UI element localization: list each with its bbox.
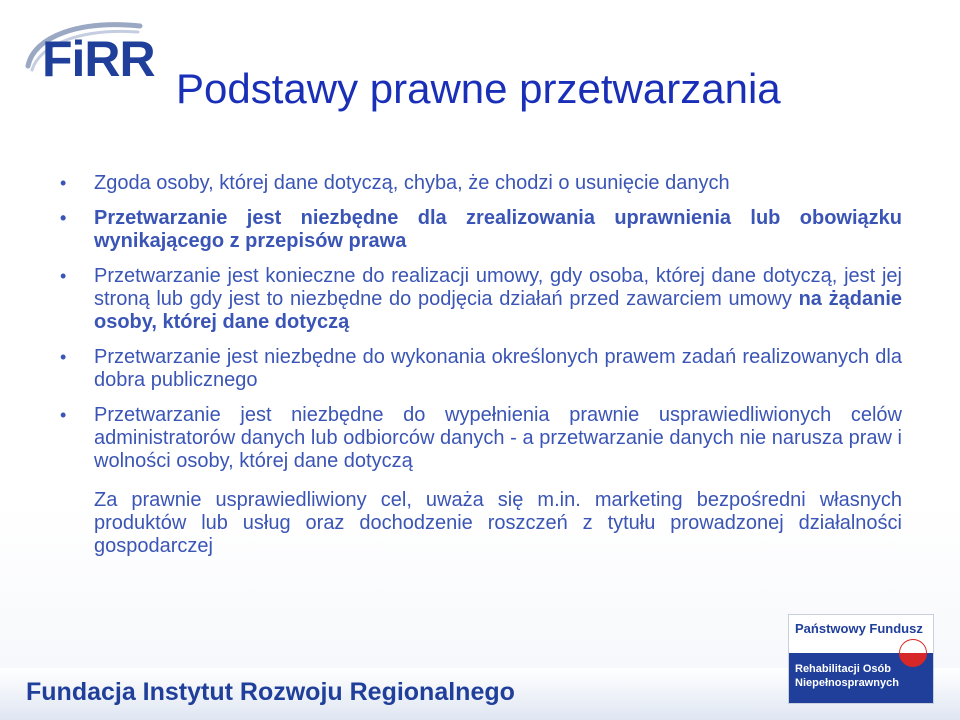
page-title: Podstawy prawne przetwarzania <box>176 65 781 112</box>
bullet-item-contract <box>60 265 902 334</box>
firr-logo <box>20 18 170 98</box>
bullet-list <box>60 172 902 473</box>
pfron-name <box>795 662 899 690</box>
bullet-dot-icon: • <box>60 347 67 367</box>
legitimate-purpose-paragraph: Za prawnie usprawiedliwiony cel, uważa się m.in. marketing bezpośredni własnych produktów lub usług oraz dochodzenie roszczeń z tytułu prowadzonej działalności gospodarczej <box>94 489 902 557</box>
footer-foundation-name: Fundacja Instytut Rozwoju Regionalnego <box>26 678 515 706</box>
bullet-text-bold: na żądanie osoby, której dane dotyczą <box>94 288 902 333</box>
firr-logo-text: FiRR <box>42 31 155 87</box>
bullet-text: Przetwarzanie jest niezbędne dla zrealizowania uprawnienia lub obowiązku wynikającego z przepisów prawa <box>94 207 902 252</box>
bullet-text: Przetwarzanie jest niezbędne do wykonania określonych prawem zadań realizowanych dla dobra publicznego <box>94 346 902 391</box>
pfron-logo <box>788 614 934 704</box>
pfron-emblem-icon <box>899 639 927 667</box>
bullet-dot-icon: • <box>60 266 67 286</box>
bullet-dot-icon: • <box>60 405 67 425</box>
pfron-line3: Niepełnosprawnych <box>795 677 899 689</box>
bullet-dot-icon: • <box>60 208 67 228</box>
bullet-dot-icon: • <box>60 173 67 193</box>
bullet-item-legitimate-interest <box>60 404 902 473</box>
slide-content <box>60 172 902 578</box>
bullet-item-consent <box>60 172 902 195</box>
pfron-line1: Państwowy Fundusz <box>795 621 923 636</box>
bullet-text: Przetwarzanie jest niezbędne do wypełnienia prawnie usprawiedliwionych celów administratorów danych lub odbiorców danych - a przetwarzanie danych nie narusza praw i wolności osoby, której dane dotyczą <box>94 404 902 472</box>
bullet-item-public-interest <box>60 346 902 392</box>
bullet-text: Przetwarzanie jest konieczne do realizacji umowy, gdy osoba, której dane dotyczą, jest jej stroną lub gdy jest to niezbędne do podjęcia działań przed zawarciem umowy <box>94 265 902 310</box>
pfron-line2: Rehabilitacji Osób <box>795 663 891 675</box>
bullet-item-legal-obligation <box>60 207 902 253</box>
bullet-text: Zgoda osoby, której dane dotyczą, chyba, że chodzi o usunięcie danych <box>94 172 730 194</box>
